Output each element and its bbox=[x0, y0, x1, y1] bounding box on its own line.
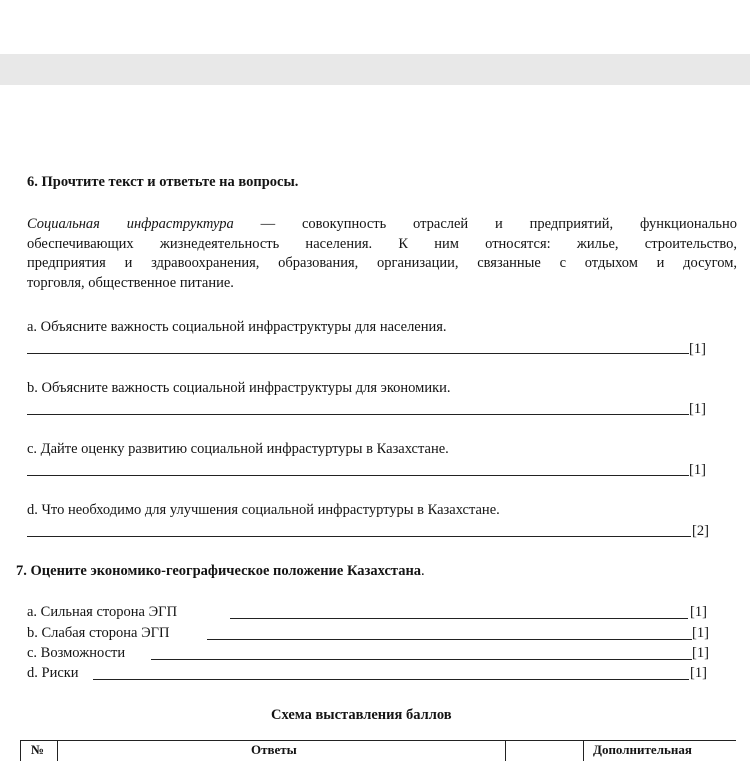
top-gray-band bbox=[0, 54, 750, 85]
q7-title-text: 7. Оцените экономико-географическое положение Казахстана bbox=[16, 563, 422, 579]
q7-title-end: . bbox=[421, 563, 425, 579]
q7d-label: d. Риски bbox=[27, 665, 79, 681]
q7b-answer-line[interactable] bbox=[207, 639, 692, 640]
q6-line-2: обеспечивающих жизнедеятельность населения. К ним относятся: жилье, строительство, bbox=[27, 235, 737, 252]
q6d-mark: [2] bbox=[692, 523, 709, 539]
q6c-answer-line[interactable] bbox=[27, 475, 689, 476]
q6d-text: d. Что необходимо для улучшения социальной инфрастуртуры в Казахстане. bbox=[27, 502, 500, 518]
q6a-answer-line[interactable] bbox=[27, 353, 689, 354]
scoring-col-divider bbox=[57, 741, 58, 761]
q6-line-1: — совокупность отраслей и предприятий, функционально bbox=[233, 216, 738, 232]
scoring-header-additional: Дополнительная bbox=[593, 742, 692, 757]
q6a-text: a. Объясните важность социальной инфраструктуры для населения. bbox=[27, 319, 447, 335]
q7c-mark: [1] bbox=[692, 645, 709, 661]
q6b-mark: [1] bbox=[689, 401, 706, 417]
q6a-mark: [1] bbox=[689, 341, 706, 357]
q7a-label: a. Сильная сторона ЭГП bbox=[27, 604, 178, 620]
scoring-header-answers: Ответы bbox=[251, 742, 297, 757]
q6c-text: c. Дайте оценку развитию социальной инфрастуртуры в Казахстане. bbox=[27, 441, 449, 457]
q6-line-3: предприятия и здравоохранения, образования, организации, связанные с отдыхом и досугом, bbox=[27, 255, 737, 271]
q7d-mark: [1] bbox=[690, 665, 707, 681]
q6-title: 6. Прочтите текст и ответьте на вопросы. bbox=[27, 174, 299, 190]
q6-line-4: торговля, общественное питание. bbox=[27, 274, 234, 291]
q6b-answer-line[interactable] bbox=[27, 414, 689, 415]
q7a-answer-line[interactable] bbox=[230, 618, 688, 619]
q7a-mark: [1] bbox=[690, 604, 707, 620]
q7-title bbox=[16, 562, 425, 580]
q7c-answer-line[interactable] bbox=[151, 659, 692, 660]
q6-term: Социальная инфраструктура bbox=[27, 216, 234, 232]
q7c-label: c. Возможности bbox=[27, 645, 126, 661]
q7b-label: b. Слабая сторона ЭГП bbox=[27, 625, 170, 641]
q6d-answer-line[interactable] bbox=[27, 536, 691, 537]
scoring-col-divider bbox=[505, 741, 506, 761]
q6-paragraph bbox=[27, 215, 737, 293]
q7d-answer-line[interactable] bbox=[93, 679, 689, 680]
scoring-table bbox=[20, 740, 736, 761]
q6c-mark: [1] bbox=[689, 462, 706, 478]
scoring-col-divider bbox=[583, 741, 584, 761]
q6b-text: b. Объясните важность социальной инфраструктуры для экономики. bbox=[27, 380, 451, 396]
scoring-header-number: № bbox=[31, 742, 45, 757]
q7b-mark: [1] bbox=[692, 625, 709, 641]
scheme-title: Схема выставления баллов bbox=[271, 707, 452, 723]
